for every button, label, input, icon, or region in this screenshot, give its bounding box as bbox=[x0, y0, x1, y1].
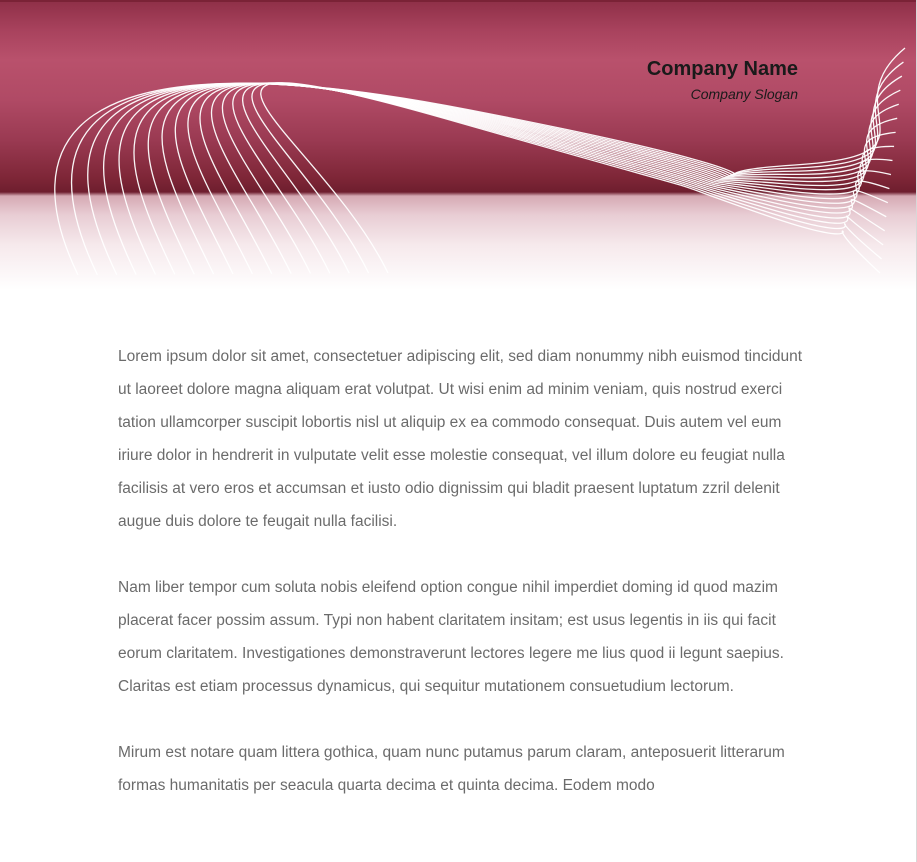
wave-line bbox=[233, 83, 885, 273]
wave-line bbox=[88, 76, 902, 275]
body-paragraph-3: Mirum est notare quam littera gothica, quam nunc putamus parum claram, anteposuerit litterarum formas humanitatis per seacula quarta decima et quinta decima. Eodem modo bbox=[118, 744, 785, 794]
wave-line bbox=[55, 48, 905, 275]
wave-line bbox=[222, 83, 886, 273]
wave-line bbox=[212, 83, 888, 274]
wave-lines-decoration bbox=[0, 0, 917, 300]
company-name: Company Name bbox=[646, 58, 798, 80]
body-paragraph-1: Lorem ipsum dolor sit amet, consectetuer adipiscing elit, sed diam nonummy nibh euismod tincidunt ut laoreet dolore magna aliquam erat volutpat. Ut wisi enim ad minim veniam, quis nostrud exerci tation ullamcorper suscipit lobortis nisl ut aliquip ex ea commodo consequat. Duis autem vel eum iriure dolor in hendrerit in vulputate velit esse molestie consequat, vel illum dolore eu feugiat nulla facilisis at vero eros et accumsan et iusto odio dignissim qui bladit praesent luptatum zzril delenit augue duis dolore te feugait nulla facilisi. bbox=[118, 348, 803, 530]
wave-line bbox=[175, 83, 892, 274]
wave-line bbox=[148, 83, 895, 274]
wave-line bbox=[119, 83, 899, 274]
wave-line bbox=[200, 83, 889, 274]
body-paragraph-2: Nam liber tempor cum soluta nobis eleifend option congue nihil imperdiet doming id quod mazim placerat facer possim assum. Typi non habent claritatem insitam; est usus legentis in iis qui facit eorum claritatem. Investigationes demonstraverunt lectores legere me lius quod ii legunt saepius. Claritas est etiam processus dynamicus, qui sequitur mutationem consuetudium lectorum. bbox=[118, 579, 784, 695]
wave-line bbox=[188, 83, 891, 274]
letter-body bbox=[118, 340, 818, 835]
wave-line bbox=[134, 83, 897, 274]
company-slogan: Company Slogan bbox=[690, 86, 798, 102]
